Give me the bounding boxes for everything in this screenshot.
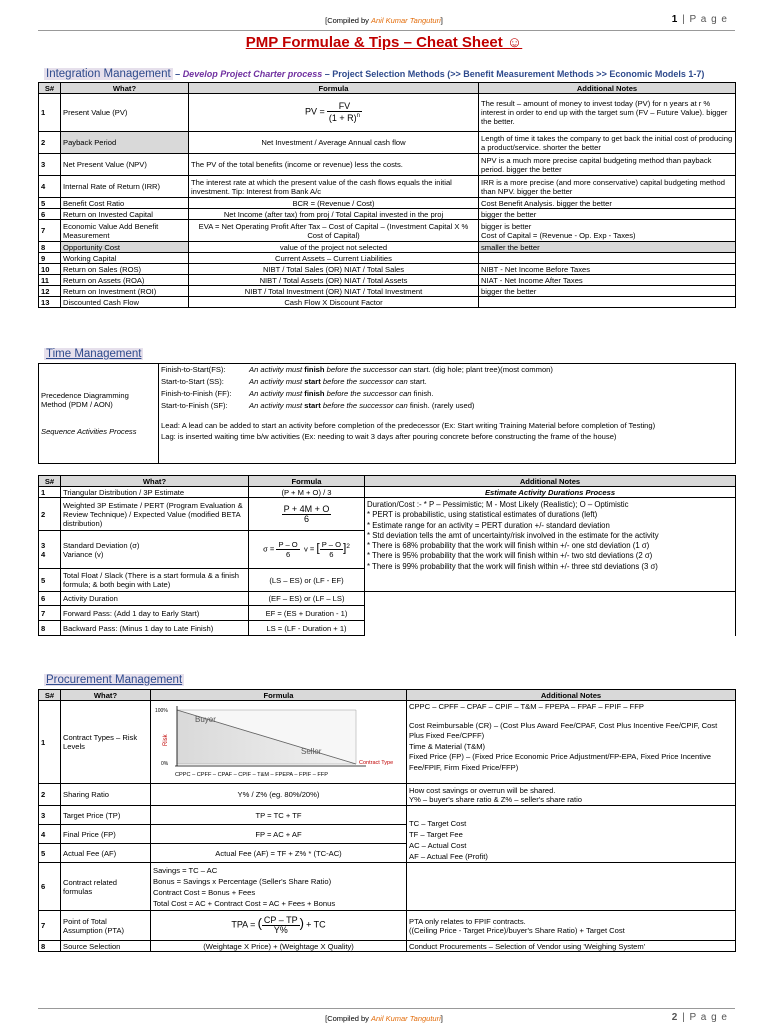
row-num: 8	[39, 621, 61, 636]
dep-b: finish	[304, 389, 325, 398]
dep-d: start.	[409, 377, 427, 386]
note-line: PTA only relates to FPIF contracts.	[409, 916, 526, 926]
row-notes	[407, 784, 736, 806]
table-row	[39, 275, 736, 286]
table-row	[39, 286, 736, 297]
pta-lhs: TPA =	[231, 919, 256, 930]
dep-b: finish	[304, 365, 325, 374]
col-what: What?	[61, 690, 151, 701]
var-num: P – O	[321, 540, 342, 549]
note-line: * Estimate range for an activity = PERT duration +/- standard deviation	[367, 520, 610, 530]
dep-key: Start-to-Finish (SF):	[161, 401, 228, 410]
note-cr: Cost Reimbursable (CR) – (Cost Plus Award Fee/CPAF, Cost Plus Incentive Fee/CPIF, Cost Plus Fixed Fee/CPFF)	[409, 720, 718, 740]
row-what: Contract related formulas	[61, 863, 151, 911]
var-lhs: v =	[303, 544, 315, 554]
row-formula: Current Assets – Current Liabilities	[189, 253, 479, 264]
contract-list: CPPC – CPFF – CPAF – CPIF – T&M – FPEPA – FPAF – FPIF – FFP	[409, 702, 644, 711]
col-sn: S#	[39, 690, 61, 701]
row-what: Backward Pass: (Minus 1 day to Late Finish)	[61, 621, 249, 636]
table-row	[39, 806, 736, 825]
footer-author: Anil Kumar Tanguturi	[371, 1014, 441, 1023]
compiled-suffix: ]	[440, 16, 443, 25]
compiled-prefix: [Compiled by	[325, 16, 371, 25]
col-what: What?	[61, 476, 249, 487]
row-num: 3	[39, 154, 61, 176]
row-notes: The result – amount of money to invest today (PV) for n years at r % interest in order to end up with the target sum (FV – Future Value). bigger the better.	[479, 94, 736, 132]
row-notes: Cost Benefit Analysis. bigger the better	[479, 198, 736, 209]
table-row	[39, 253, 736, 264]
integration-heading	[44, 68, 704, 80]
procurement-heading	[44, 674, 184, 686]
col-sn: S#	[39, 83, 61, 94]
row-formula: Y% / Z% (eg. 80%/20%)	[151, 784, 407, 806]
row-num: 2	[39, 498, 61, 531]
sd-variance-formula: σ = $\frac{P - O}{6}$ v = [ $\frac{P - O}{6}$ ]$^2$	[249, 531, 365, 569]
dep-d: start. (dig hole; plant tree)(most common)	[413, 365, 553, 374]
table-row	[39, 297, 736, 308]
row-num: 5	[39, 198, 61, 209]
row-what: Return on Investment (ROI)	[61, 286, 189, 297]
row-formula: (LS – ES) or (LF - EF)	[249, 569, 365, 592]
dep-a: An activity must	[249, 377, 303, 386]
dep-a: An activity must	[249, 365, 303, 374]
row-what: Weighted 3P Estimate / PERT (Program Evaluation & Review Technique) / Expected Value (modified BETA distribution)	[61, 498, 249, 531]
pert-den: 6	[303, 513, 309, 524]
page-title-text: PMP Formulae & Tips – Cheat Sheet ☺	[245, 34, 523, 51]
note-line: * There is 99% probability that the work will finish within +/- three std deviations (3 σ)	[367, 561, 658, 571]
row-what: Source Selection	[61, 941, 151, 952]
row-notes	[407, 911, 736, 941]
row-what: Return on Invested Capital	[61, 209, 189, 220]
table-row	[39, 209, 736, 220]
note-fp: Fixed Price (FP) – (Fixed Price Economic Price Adjustment/FP-EPA, Fixed Price Incentive Fee/FPIF, Firm Fixed Price/FFP)	[409, 752, 712, 772]
integration-methods: – Project Selection Methods (>> Benefit Measurement Methods >> Economic Models 1-7)	[322, 69, 705, 79]
row-formula: (P + M + O) / 3	[249, 487, 365, 498]
contract-risk-svg	[151, 702, 403, 782]
row-num: 6	[39, 592, 61, 606]
dep-d: finish.	[413, 389, 434, 398]
row-num: 8	[39, 242, 61, 253]
row-what: Economic Value Add Benefit Measurement	[61, 220, 189, 242]
note-line: Y% – buyer's share ratio & Z% – seller's share ratio	[409, 794, 582, 804]
row-what: Triangular Distribution / 3P Estimate	[61, 487, 249, 498]
note-line: How cost savings or overrun will be shared.	[409, 785, 556, 795]
table-row	[39, 220, 736, 242]
row-num: 4	[39, 176, 61, 198]
row-what: Present Value (PV)	[61, 94, 189, 132]
buyer-label: Buyer	[195, 715, 216, 724]
row-num: 9	[39, 253, 61, 264]
footer-page-word: | P a g e	[678, 1012, 728, 1023]
col-notes: Additional Notes	[365, 476, 736, 487]
note-line: TC – Target Cost	[409, 819, 467, 828]
row-formula: Actual Fee (AF) = TF + Z% * (TC-AC)	[151, 844, 407, 863]
compiled-by	[0, 16, 768, 25]
note-line: TF – Target Fee	[409, 830, 463, 839]
risk-axis-label: Risk	[163, 734, 169, 746]
note-line: AC – Actual Cost	[409, 841, 467, 850]
dep-c: before the successor can	[326, 365, 412, 374]
row-num: 7	[39, 911, 61, 941]
dep-fs	[161, 365, 733, 377]
table-row	[39, 132, 736, 154]
note-line: * There is 95% probability that the work will finish within +/- two std deviations (2 σ)	[367, 551, 653, 561]
page-number-value: 1	[671, 14, 679, 25]
footer-rule	[38, 1008, 735, 1009]
col-formula: Formula	[249, 476, 365, 487]
sequence-activities-label: Sequence Activities Process	[41, 427, 137, 436]
row-formula: TP = TC + TF	[151, 806, 407, 825]
row-notes: bigger the better	[479, 209, 736, 220]
note-line: * PERT is probabilistic, using statistical estimates of durations (left)	[367, 510, 598, 520]
row-formula: Net Income (after tax) from proj / Total Capital invested in the proj	[189, 209, 479, 220]
row-what: Actual Fee (AF)	[61, 844, 151, 863]
row-what: Payback Period	[61, 132, 189, 154]
table-row	[39, 863, 736, 911]
dep-c: before the successor can	[326, 389, 412, 398]
time-heading	[44, 348, 143, 360]
table-row	[39, 701, 736, 784]
lead-text: Lead: A lead can be added to start an activity before completion of the predecessor (Ex: Start writing Training Material before completion of Testing)	[161, 421, 656, 430]
note-line: Duration/Cost :- * P – Pessimistic; M - Most Likely (Realistic); O – Optimistic	[367, 500, 629, 509]
table-row	[39, 264, 736, 275]
table-row	[39, 592, 736, 606]
sd-label: Standard Deviation (σ)	[63, 540, 140, 550]
table-row	[39, 94, 736, 132]
row-notes: NIBT - Net Income Before Taxes	[479, 264, 736, 275]
footer-page-number	[672, 1012, 728, 1023]
footer-prefix: [Compiled by	[325, 1014, 371, 1023]
contract-type-axis-label: Contract Type	[359, 760, 394, 766]
row-num: 1	[39, 94, 61, 132]
variance-label: Variance (v)	[63, 549, 104, 559]
row-formula: EF = (ES + Duration - 1)	[249, 606, 365, 621]
table-row	[39, 606, 736, 621]
pct-100: 100%	[155, 708, 168, 714]
page-title	[0, 34, 768, 51]
row-formula: EVA = Net Operating Profit After Tax – Cost of Capital – (Investment Capital X % Cost of Capital)	[189, 220, 479, 242]
row-what: Return on Sales (ROS)	[61, 264, 189, 275]
formula-line: Bonus = Savings x Percentage (Seller's Share Ratio)	[153, 876, 332, 886]
dep-c: before the successor can	[322, 377, 408, 386]
pdm-details	[159, 364, 736, 464]
row-num: 11	[39, 275, 61, 286]
row-what: Opportunity Cost	[61, 242, 189, 253]
dep-c: before the successor can	[322, 401, 408, 410]
sd-den: 6	[285, 550, 291, 559]
integration-table	[38, 82, 736, 308]
pta-rhs: + TC	[306, 919, 326, 930]
table-row	[39, 911, 736, 941]
row-formula: LS = (LF - Duration + 1)	[249, 621, 365, 636]
dep-ss	[161, 377, 733, 389]
row-what: Point of Total Assumption (PTA)	[61, 911, 151, 941]
row-num: 7	[39, 220, 61, 242]
row-notes: NPV is a much more precise capital budgeting method than payback period. bigger the better	[479, 154, 736, 176]
row-num: 10	[39, 264, 61, 275]
col-formula: Formula	[189, 83, 479, 94]
pta-num: CP – TP	[263, 915, 298, 925]
row-formula: FP = AC + AF	[151, 825, 407, 844]
row-num: 3	[39, 806, 61, 825]
table-row	[39, 621, 736, 636]
contract-risk-chart	[151, 701, 407, 784]
row-formula: NIBT / Total Investment (OR) NIAT / Total Investment	[189, 286, 479, 297]
row-formula: Net Investment / Average Annual cash flow	[189, 132, 479, 154]
procurement-table	[38, 689, 736, 952]
dep-a: An activity must	[249, 389, 303, 398]
var-den: 6	[329, 550, 334, 559]
row-notes: Conduct Procurements – Selection of Vendor using 'Weighing System'	[407, 941, 736, 952]
seller-label: Seller	[301, 747, 322, 756]
row-notes	[407, 863, 736, 911]
lag-text: Lag: is inserted waiting time b/w activities (Ex: needing to wait 3 days after pouring concrete before constructing the frame of the house)	[161, 432, 617, 441]
row-num: 7	[39, 606, 61, 621]
row-what: Forward Pass: (Add 1 day to Early Start)	[61, 606, 249, 621]
sd-num: P – O	[278, 540, 298, 549]
row-formula: Cash Flow X Discount Factor	[189, 297, 479, 308]
col-what: What?	[61, 83, 189, 94]
page-number	[672, 14, 728, 25]
row-notes: smaller the better	[479, 242, 736, 253]
row-what: Sharing Ratio	[61, 784, 151, 806]
row-notes: NIAT - Net Income After Taxes	[479, 275, 736, 286]
formula-line: Contract Cost = Bonus + Fees	[153, 887, 256, 897]
row-what	[61, 531, 249, 569]
row-notes: Length of time it takes the company to get back the initial cost of producing a product/service. shorter the better	[479, 132, 736, 154]
dep-key: Start-to-Start (SS):	[161, 377, 224, 386]
author-name: Anil Kumar Tanguturi	[371, 16, 441, 25]
time-title: Time Management	[46, 348, 142, 360]
row-num: 6	[39, 209, 61, 220]
formula-line: Savings = TC – AC	[153, 865, 218, 875]
note-line: * There is 68% probability that the work will finish within +/- one std deviation (1 σ)	[367, 541, 650, 551]
row-notes	[479, 253, 736, 264]
pct-0: 0%	[161, 761, 169, 767]
row-formula: BCR = (Revenue / Cost)	[189, 198, 479, 209]
row-notes: bigger the better	[479, 286, 736, 297]
row-formula: The interest rate at which the present value of the cash flows equals the initial investment. Tip: Interest from Bank A/c	[189, 176, 479, 198]
row-formula: value of the project not selected	[189, 242, 479, 253]
estimate-process: Estimate Activity Durations Process	[365, 487, 736, 498]
col-notes: Additional Notes	[479, 83, 736, 94]
row-num: 1	[39, 701, 61, 784]
formula-line: Total Cost = AC + Contract Cost = AC + Fees + Bonus	[153, 898, 336, 908]
row-what: Net Present Value (NPV)	[61, 154, 189, 176]
row-notes: IRR is a more precise (and more conservative) capital budgeting method than NPV. bigger the better	[479, 176, 736, 198]
pdm-label: Precedence Diagramming Method (PDM / AON)	[41, 391, 129, 409]
row-num: 4	[39, 825, 61, 844]
dep-d: finish. (rarely used)	[409, 401, 475, 410]
row-num: 2	[39, 784, 61, 806]
row-formula: (EF – ES) or (LF – LS)	[249, 592, 365, 606]
dep-b: start	[304, 401, 321, 410]
table-row	[39, 154, 736, 176]
tc-notes	[407, 806, 736, 863]
row-what: Target Price (TP)	[61, 806, 151, 825]
row-num: 6	[39, 863, 61, 911]
row-formula	[151, 863, 407, 911]
pdm-label-cell	[39, 364, 159, 464]
header-rule	[38, 30, 735, 31]
var-exp: 2	[346, 542, 350, 550]
row-what: Working Capital	[61, 253, 189, 264]
table-row	[39, 487, 736, 498]
row-num: 12	[39, 286, 61, 297]
table-row	[39, 784, 736, 806]
dep-b: start	[304, 377, 321, 386]
dep-a: An activity must	[249, 401, 303, 410]
table-row	[39, 176, 736, 198]
row-num: 3 4	[39, 531, 61, 569]
estimate-notes	[365, 498, 736, 592]
row-what: Activity Duration	[61, 592, 249, 606]
row-what: Benefit Cost Ratio	[61, 198, 189, 209]
footer-page-value: 2	[671, 1012, 679, 1023]
row-formula: NIBT / Total Sales (OR) NIAT / Total Sales	[189, 264, 479, 275]
pert-formula	[249, 498, 365, 531]
table-row	[39, 198, 736, 209]
row-num: 13	[39, 297, 61, 308]
integration-process: Develop Project Charter process	[182, 69, 323, 79]
integration-title: Integration Management	[46, 68, 171, 80]
row-formula: NIBT / Total Assets (OR) NIAT / Total Assets	[189, 275, 479, 286]
pdm-table	[38, 363, 736, 464]
footer-compiled-by	[0, 1014, 768, 1023]
dep-ff	[161, 389, 733, 401]
row-num: 2	[39, 132, 61, 154]
row-what: Total Float / Slack (There is a start formula & a finish formula; & both begin with Late)	[61, 569, 249, 592]
contract-notes	[407, 701, 736, 784]
row-num: 5	[39, 569, 61, 592]
row-notes: bigger is better Cost of Capital = (Revenue - Op. Exp - Taxes)	[479, 220, 736, 242]
note-line: AF – Actual Fee (Profit)	[409, 852, 488, 861]
col-formula: Formula	[151, 690, 407, 701]
contract-axis-ticks: CPPC – CPFF – CPAF – CPIF – T&M – FPEPA – FPIF – FFP	[175, 772, 328, 778]
row-what: Discounted Cash Flow	[61, 297, 189, 308]
row-notes	[479, 297, 736, 308]
row-num: 1	[39, 487, 61, 498]
note-tm: Time & Material (T&M)	[409, 741, 486, 751]
sd-lhs: σ =	[263, 544, 275, 554]
dep-sf	[161, 401, 733, 413]
table-row	[39, 242, 736, 253]
pert-num: P + 4M + O	[283, 503, 330, 514]
note-line: * Std deviation tells the amt of uncertainty/risk involved in the estimate for the activity	[367, 530, 659, 540]
dep-key: Finish-to-Start(FS):	[161, 365, 226, 374]
row-formula: (Weightage X Price) + (Weightage X Quality)	[151, 941, 407, 952]
procurement-title: Procurement Management	[46, 674, 183, 686]
row-what: Return on Assets (ROA)	[61, 275, 189, 286]
integration-dash: –	[172, 69, 183, 79]
row-what: Contract Types – Risk Levels	[61, 701, 151, 784]
footer-suffix: ]	[440, 1014, 443, 1023]
dep-key: Finish-to-Finish (FF):	[161, 389, 232, 398]
row-num: 5	[39, 844, 61, 863]
row-what: Final Price (FP)	[61, 825, 151, 844]
col-sn: S#	[39, 476, 61, 487]
pta-den: Y%	[273, 925, 288, 935]
row-what: Internal Rate of Return (IRR)	[61, 176, 189, 198]
time-table	[38, 475, 736, 636]
row-formula: The PV of the total benefits (income or revenue) less the costs.	[189, 154, 479, 176]
pta-formula: TPA = ( $\frac{CP - TP}{Y\%}$ ) + TC	[151, 911, 407, 941]
row-num: 8	[39, 941, 61, 952]
col-notes: Additional Notes	[407, 690, 736, 701]
note-line: ((Ceiling Price - Target Price)/buyer's Share Ratio) + Target Cost	[409, 925, 625, 935]
table-row	[39, 941, 736, 952]
table-row	[39, 498, 736, 531]
pv-formula: PV = $\frac{FV}{(1 + R)^n}$	[189, 94, 479, 132]
page-word: | P a g e	[678, 14, 728, 25]
